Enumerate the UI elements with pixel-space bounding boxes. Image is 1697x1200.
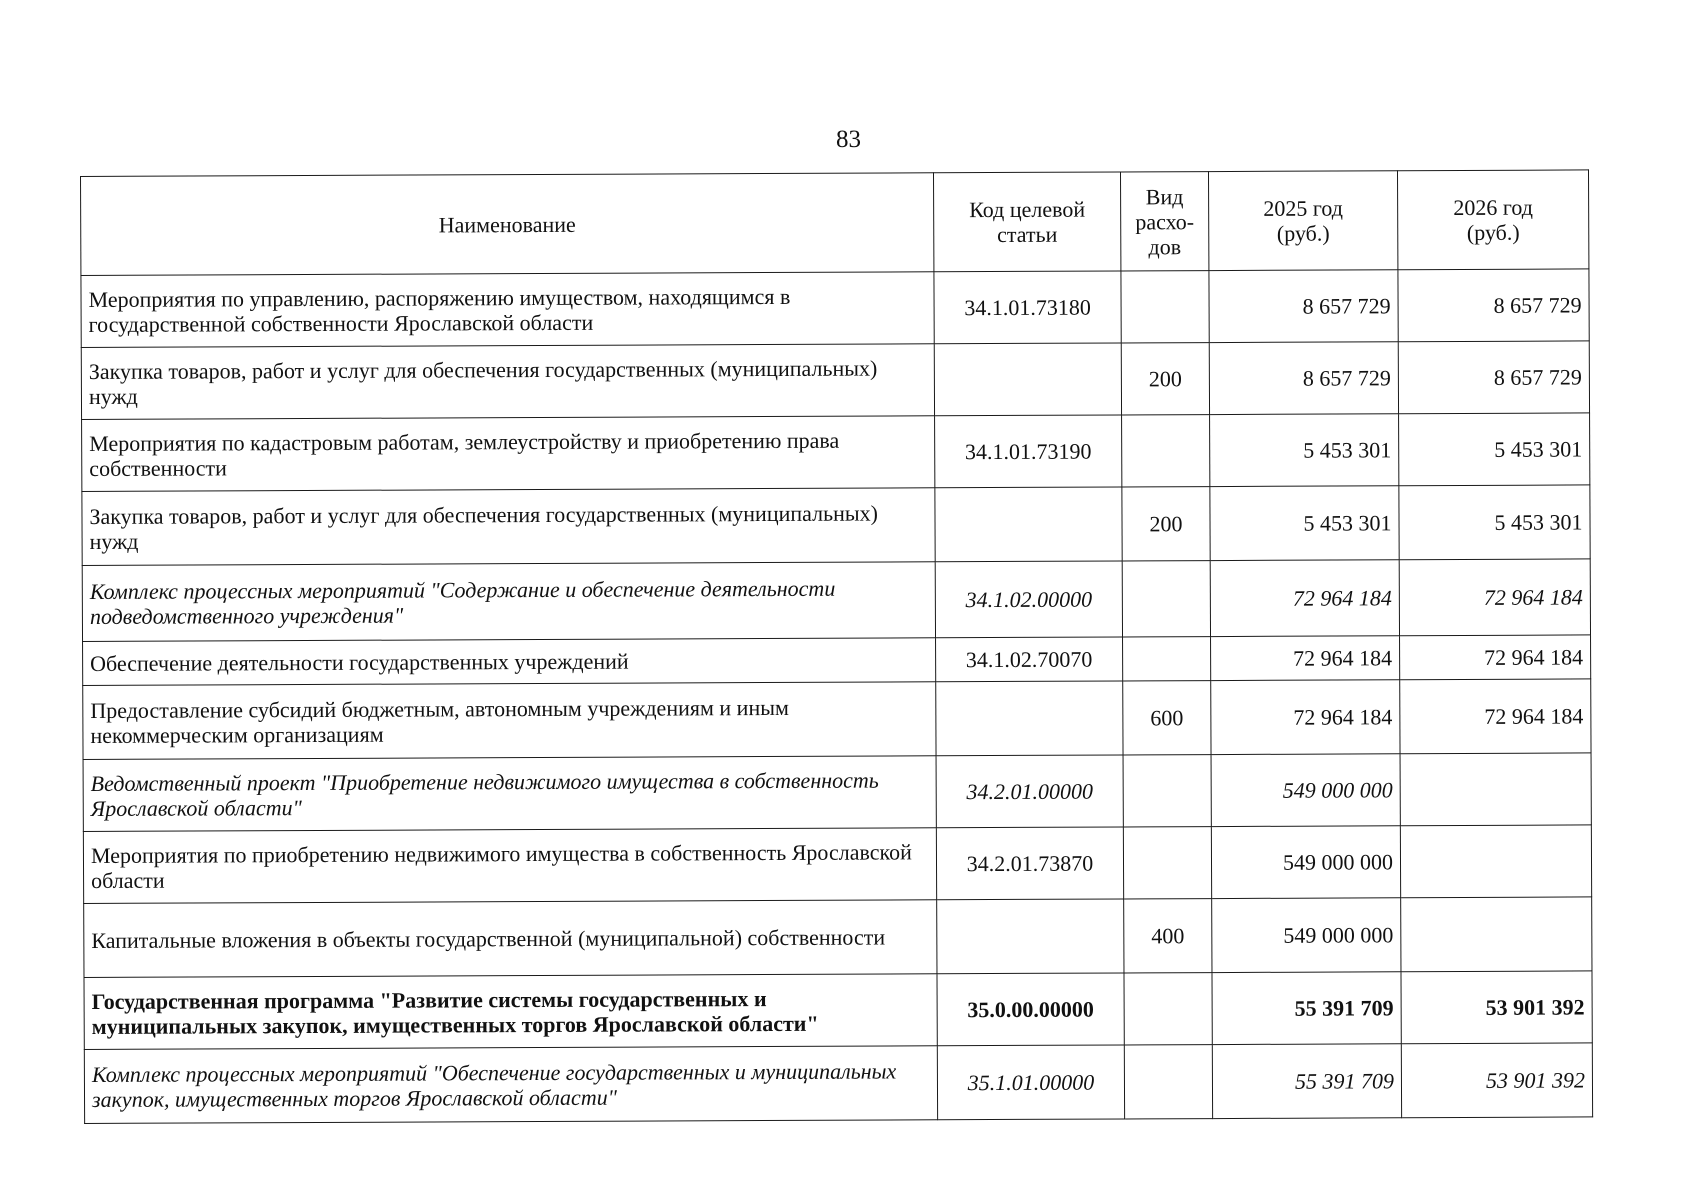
row-name-cell: Ведомственный проект "Приобретение недвижимого имущества в собственность Ярославской области" <box>83 756 936 832</box>
row-2025-cell: 549 000 000 <box>1211 754 1400 827</box>
row-name-cell: Закупка товаров, работ и услуг для обеспечения государственных (муниципальных) нужд <box>82 488 935 566</box>
row-code-cell: 34.1.02.70070 <box>936 637 1123 682</box>
row-name-cell: Государственная программа "Развитие системы государственных и муниципальных закупок, имущественных торгов Ярославской области" <box>84 974 937 1050</box>
row-code-cell <box>937 899 1124 974</box>
row-code-cell: 34.2.01.00000 <box>936 755 1123 828</box>
row-2025-cell: 549 000 000 <box>1212 898 1401 973</box>
row-code-cell: 35.1.01.00000 <box>937 1045 1124 1120</box>
row-code-cell: 34.2.01.73870 <box>936 827 1123 900</box>
row-kind-cell <box>1123 755 1211 827</box>
row-2026-cell <box>1400 825 1591 898</box>
header-kind-text: Вид расхо-дов <box>1135 183 1195 259</box>
table-row <box>81 341 1589 420</box>
row-name-cell: Комплекс процессных мероприятий "Содержание и обеспечение деятельности подведомственного учреждения" <box>82 562 935 642</box>
row-2026-cell: 5 453 301 <box>1399 413 1590 486</box>
row-kind-cell <box>1122 561 1210 637</box>
row-name-cell: Мероприятия по кадастровым работам, землеустройству и приобретению права собственности <box>82 416 935 492</box>
row-2026-cell <box>1400 753 1591 826</box>
header-kind <box>1120 172 1208 271</box>
row-kind-cell <box>1123 637 1211 681</box>
row-name-cell: Предоставление субсидий бюджетным, автономным учреждениям и иным некоммерческим организациям <box>83 682 936 760</box>
row-code-cell <box>936 681 1123 756</box>
row-name-cell: Закупка товаров, работ и услуг для обеспечения государственных (муниципальных) нужд <box>81 344 934 420</box>
row-kind-cell: 200 <box>1122 487 1210 561</box>
row-2025-cell: 72 964 184 <box>1211 636 1400 681</box>
row-name-cell: Комплекс процессных мероприятий "Обеспечение государственных и муниципальных закупок, имущественных торгов Ярославской области" <box>84 1046 937 1124</box>
row-2026-cell <box>1401 897 1592 972</box>
row-2025-cell: 55 391 709 <box>1212 1044 1401 1119</box>
row-code-cell: 34.1.01.73190 <box>935 415 1122 488</box>
table-row <box>83 753 1591 832</box>
table-row <box>81 269 1589 348</box>
row-2026-cell: 72 964 184 <box>1399 559 1590 636</box>
table-row <box>83 635 1591 686</box>
row-2026-cell: 72 964 184 <box>1400 635 1591 680</box>
header-2025-text: 2025 год (руб.) <box>1263 195 1343 246</box>
table-row <box>83 679 1591 760</box>
row-2026-cell: 8 657 729 <box>1398 269 1589 342</box>
row-kind-cell <box>1123 827 1211 899</box>
row-2025-cell: 8 657 729 <box>1209 270 1398 343</box>
row-name-cell: Мероприятия по приобретению недвижимого имущества в собственность Ярославской области <box>83 828 936 904</box>
header-2026-text: 2026 год (руб.) <box>1453 194 1533 245</box>
row-kind-cell <box>1124 1045 1212 1119</box>
table-row <box>82 413 1590 492</box>
row-2025-cell: 72 964 184 <box>1210 560 1399 637</box>
row-kind-cell: 600 <box>1123 681 1211 755</box>
header-2025 <box>1208 171 1397 271</box>
row-kind-cell <box>1121 271 1209 343</box>
row-code-cell: 35.0.00.00000 <box>937 973 1124 1046</box>
table-body <box>81 269 1593 1124</box>
row-2025-cell: 5 453 301 <box>1210 486 1399 561</box>
row-2026-cell: 53 901 392 <box>1401 971 1592 1044</box>
header-name: Наименование <box>81 173 934 276</box>
table-row <box>84 1043 1592 1124</box>
budget-table <box>80 169 1593 1124</box>
table-row <box>84 971 1592 1050</box>
row-name-cell: Капитальные вложения в объекты государственной (муниципальной) собственности <box>84 900 937 978</box>
row-name-cell: Обеспечение деятельности государственных учреждений <box>83 638 936 686</box>
row-code-cell: 34.1.02.00000 <box>935 561 1122 638</box>
row-2026-cell: 8 657 729 <box>1398 341 1589 414</box>
row-2025-cell: 549 000 000 <box>1211 826 1400 899</box>
row-2025-cell: 55 391 709 <box>1212 972 1401 1045</box>
row-2025-cell: 8 657 729 <box>1209 342 1398 415</box>
page-number: 83 <box>836 126 861 153</box>
row-2025-cell: 72 964 184 <box>1211 680 1400 755</box>
row-kind-cell <box>1122 415 1210 487</box>
row-2026-cell: 72 964 184 <box>1400 679 1591 754</box>
table-row <box>83 825 1591 904</box>
row-kind-cell: 200 <box>1121 343 1209 415</box>
row-kind-cell <box>1124 973 1212 1045</box>
header-code-text: Код целевой статьи <box>969 196 1086 247</box>
header-code <box>933 172 1120 272</box>
table-row <box>84 897 1592 978</box>
table-row <box>82 485 1590 566</box>
row-code-cell: 34.1.01.73180 <box>934 271 1121 344</box>
header-2026 <box>1397 170 1588 270</box>
row-code-cell <box>934 343 1121 416</box>
row-2026-cell: 5 453 301 <box>1399 485 1590 560</box>
row-name-cell: Мероприятия по управлению, распоряжению имуществом, находящимся в государственной собственности Ярославской области <box>81 272 934 348</box>
row-kind-cell: 400 <box>1124 899 1212 973</box>
table-header-row <box>81 170 1589 276</box>
row-code-cell <box>935 487 1122 562</box>
row-2026-cell: 53 901 392 <box>1401 1043 1592 1118</box>
table-row <box>82 559 1590 642</box>
row-2025-cell: 5 453 301 <box>1210 414 1399 487</box>
